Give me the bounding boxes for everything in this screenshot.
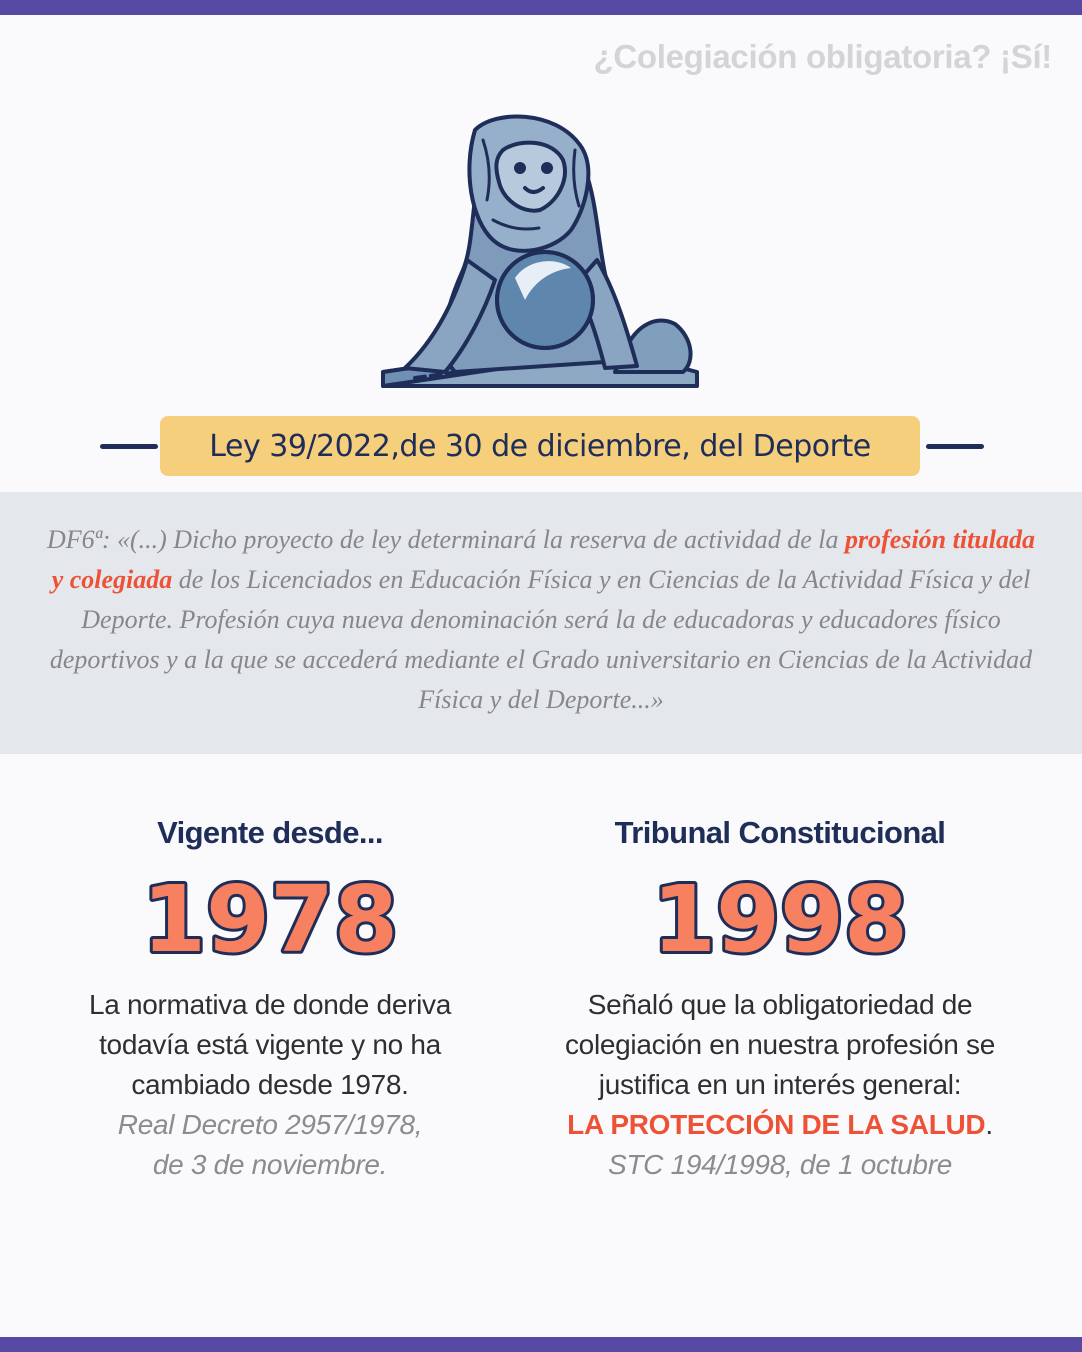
law-banner [0, 416, 1082, 476]
right-ref-1: STC 194/1998, de 1 octubre [608, 1149, 952, 1180]
law-quote [40, 520, 1042, 720]
right-year [520, 863, 1040, 963]
law-title: Ley 39/2022,de 30 de diciembre, del Deporte [160, 416, 920, 476]
quote-text-before: DF6ª: «(...) Dicho proyecto de ley determinará la reserva de actividad de la [47, 525, 846, 554]
quote-highlight: profesión titulada y colegiada [51, 525, 1035, 594]
top-accent-bar [0, 0, 1082, 15]
left-line-1: La normativa de donde deriva [88, 989, 452, 1020]
right-highlight: LA PROTECCIÓN DE LA SALUD [567, 1109, 986, 1140]
law-line-left [100, 444, 158, 449]
right-line-2: colegiación en nuestra profesión se [564, 1029, 995, 1060]
header-tagline: ¿Colegiación obligatoria? ¡Sí! [593, 38, 1052, 75]
right-line-1: Señaló que la obligatoriedad de [587, 989, 973, 1020]
left-line-3: cambiado desde 1978. [131, 1069, 409, 1100]
bottom-accent-bar [0, 1337, 1082, 1352]
right-body [520, 985, 1040, 1185]
right-year-text: 1998 [651, 866, 909, 963]
right-highlight-line [520, 1105, 1040, 1145]
right-period: . [985, 1109, 993, 1140]
left-line-2: todavía está vigente y no ha [99, 1029, 441, 1060]
left-year [10, 863, 530, 963]
right-column [520, 815, 1040, 1185]
lion-statue-icon [375, 110, 705, 395]
left-ref-2: de 3 de noviembre. [152, 1149, 388, 1180]
quote-text-after: de los Licenciados en Educación Física y en Ciencias de la Actividad Física y del Deporte. Profesión cuya nueva denominación será la de educadoras y educadores físico deportivos y a la que se accederá mediante el Grado universitario en Ciencias de la Actividad Física y del Deporte...» [49, 565, 1033, 714]
left-body [10, 985, 530, 1185]
left-ref-1: Real Decreto 2957/1978, [117, 1109, 423, 1140]
right-line-3: justifica en un interés general: [598, 1069, 962, 1100]
right-title: Tribunal Constitucional [614, 815, 946, 850]
left-column [10, 815, 530, 1185]
law-line-right [926, 444, 984, 449]
left-year-text: 1978 [141, 866, 399, 963]
left-title: Vigente desde... [157, 815, 383, 850]
